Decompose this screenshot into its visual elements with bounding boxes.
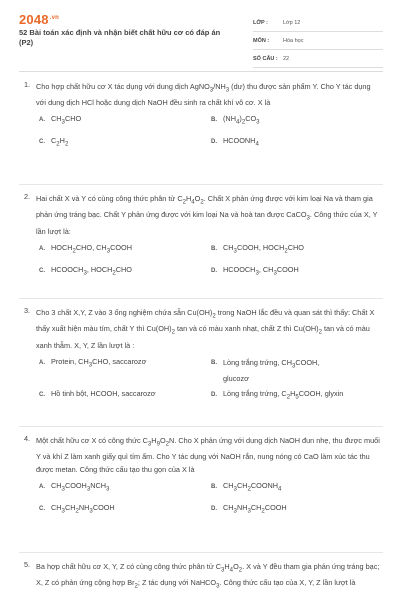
- question-number: 5.: [24, 560, 31, 569]
- document-meta: [253, 14, 383, 68]
- answer-option[interactable]: [39, 388, 214, 401]
- answer-option[interactable]: [39, 135, 214, 150]
- option-letter: A.: [39, 245, 45, 252]
- option-letter: D.: [211, 267, 217, 274]
- answer-option[interactable]: [39, 264, 214, 279]
- answer-option[interactable]: [211, 242, 386, 257]
- option-text: $HCOONH_4$: [223, 136, 259, 148]
- question-separator: [19, 426, 383, 427]
- meta-row-count: [253, 50, 383, 68]
- option-text: $CH_3COOH$, $HOCH_2CHO$: [223, 242, 304, 255]
- meta-label: SỐ CÂU :: [253, 55, 278, 62]
- option-text: $C_2H_2$: [51, 136, 69, 148]
- logo-text: 2048: [19, 12, 49, 27]
- site-logo[interactable]: [19, 12, 59, 27]
- option-letter: B.: [211, 117, 217, 124]
- option-letter: A.: [39, 117, 45, 124]
- question-item: [24, 192, 382, 286]
- option-text: Hồ tinh bột, HCOOH, saccarozơ: [51, 388, 156, 398]
- answer-options: [39, 480, 382, 524]
- header-divider: [19, 71, 383, 72]
- question-separator: [19, 552, 383, 553]
- option-letter: A.: [39, 484, 45, 491]
- answer-options: [39, 113, 382, 157]
- option-text: $(NH_4)_2CO_3$: [223, 114, 260, 126]
- answer-options: [39, 356, 382, 410]
- option-text: $CH_3COOH_3NCH_3$: [51, 481, 110, 493]
- question-number: 2.: [24, 192, 31, 201]
- question-separator: [19, 298, 383, 299]
- option-letter: B.: [211, 484, 217, 491]
- answer-option[interactable]: [39, 356, 214, 371]
- question-item: [24, 306, 382, 410]
- logo-suffix: .vn: [49, 14, 60, 21]
- question-item: [24, 80, 382, 157]
- meta-value: Lớp 12: [283, 19, 301, 26]
- answer-option[interactable]: [211, 356, 386, 385]
- option-letter: C.: [39, 267, 45, 274]
- answer-option[interactable]: [39, 480, 214, 495]
- option-text: $CH_3CH_2NH_3COOH$: [51, 503, 115, 515]
- option-letter: A.: [39, 359, 45, 366]
- answer-option[interactable]: [211, 502, 386, 517]
- meta-value: Hóa học: [283, 37, 304, 44]
- meta-value: 22: [283, 55, 290, 62]
- question-number: 3.: [24, 306, 31, 315]
- question-stem: Một chất hữu cơ X có công thức $C_3H_9O_2N$. Cho X phản ứng với dung dịch NaOH đun nhẹ, thu được muối Y và khí Z làm xanh giấy quì tím ẩm. Cho Y tác dụng với NaOH rắn, nung nóng có CaO làm xúc tác thu được metan. Công thức cấu tạo thu gọn của X là: [36, 436, 380, 475]
- option-text: $HOCH_2CHO$, $CH_3COOH$: [51, 242, 132, 255]
- option-text: $CH_3CHO$: [51, 114, 82, 126]
- option-text: $HCOOCH_3$, $CH_3COOH$: [223, 264, 299, 277]
- document-title: 52 Bài toán xác định và nhận biết chất hữu cơ có đáp án (P2): [19, 28, 221, 47]
- question-stem: Cho hợp chất hữu cơ X tác dụng với dung dịch $AgNO_3/NH_3$ (dư) thu được sản phẩm Y. Cho Y tác dụng với dung dịch HCl hoặc dung dịch NaOH đều sinh ra chất khí vô cơ. X là: [36, 82, 371, 108]
- option-text: $CH_3NH_3CH_2COOH$: [223, 503, 287, 515]
- answer-option[interactable]: [211, 388, 386, 403]
- answer-option[interactable]: [211, 480, 386, 495]
- option-text: Lòng trắng trứng, $CH_3COOH$, glucozơ: [223, 357, 320, 384]
- answer-option[interactable]: [39, 113, 214, 128]
- option-letter: C.: [39, 391, 45, 398]
- option-letter: D.: [211, 506, 217, 513]
- question-number: 1.: [24, 80, 31, 89]
- option-letter: D.: [211, 139, 217, 146]
- option-letter: B.: [211, 245, 217, 252]
- meta-label: LỚP :: [253, 19, 268, 26]
- answer-option[interactable]: [211, 264, 386, 279]
- option-text: Lòng trắng trứng, $C_2H_5COOH$, glyxin: [223, 388, 344, 401]
- option-letter: D.: [211, 391, 217, 398]
- answer-options: [39, 242, 382, 286]
- meta-row-class: [253, 14, 383, 32]
- option-text: $HCOOCH_3$, $HOCH_2CHO$: [51, 264, 132, 277]
- option-letter: C.: [39, 139, 45, 146]
- option-letter: B.: [211, 359, 217, 366]
- answer-option[interactable]: [211, 135, 386, 150]
- option-text: $CH_3CH_2COONH_4$: [223, 481, 282, 493]
- answer-option[interactable]: [39, 242, 214, 257]
- question-item: [24, 434, 382, 524]
- question-number: 4.: [24, 434, 31, 443]
- option-letter: C.: [39, 506, 45, 513]
- meta-row-subject: [253, 32, 383, 50]
- question-separator: [19, 184, 383, 185]
- question-stem: Cho 3 chất X,Y, Z vào 3 ống nghiệm chứa sẵn $Cu(OH)_2$ trong NaOH lắc đều và quan sát thì thấy: Chất X thấy xuất hiện màu tím, chất Y thì $Cu(OH)_2$ tan và có màu xanh nhạt, chất Z thì $Cu(OH)_2$ tan và có màu xanh thẫm. X, Y, Z lần lượt là :: [36, 308, 375, 350]
- answer-option[interactable]: [39, 502, 214, 517]
- answer-option[interactable]: [211, 113, 386, 128]
- question-stem: Hai chất X và Y có cùng công thức phân tử $C_2H_4O_2$. Chất X phản ứng được với kim loại Na và tham gia phản ứng tráng bạc. Chất Y phản ứng được với kim loại Na và hoà tan được CaCO$_3$. Công thức của X, Y lần lượt là:: [36, 194, 378, 236]
- question-stem: Ba hợp chất hữu cơ X, Y, Z có cùng công thức phân tử $C_3H_4O_2$. X và Y đều tham gia phản ứng tráng bạc; X, Z có phản ứng cộng hợp $Br_2$; Z tác dụng với NaHCO$_3$. Công thức cấu tạo của X, Y, Z lần lượt là: [36, 562, 380, 590]
- question-item: [24, 560, 382, 593]
- option-text: Protein, $CH_3CHO$, saccarozơ: [51, 356, 147, 369]
- meta-label: MÔN :: [253, 37, 270, 44]
